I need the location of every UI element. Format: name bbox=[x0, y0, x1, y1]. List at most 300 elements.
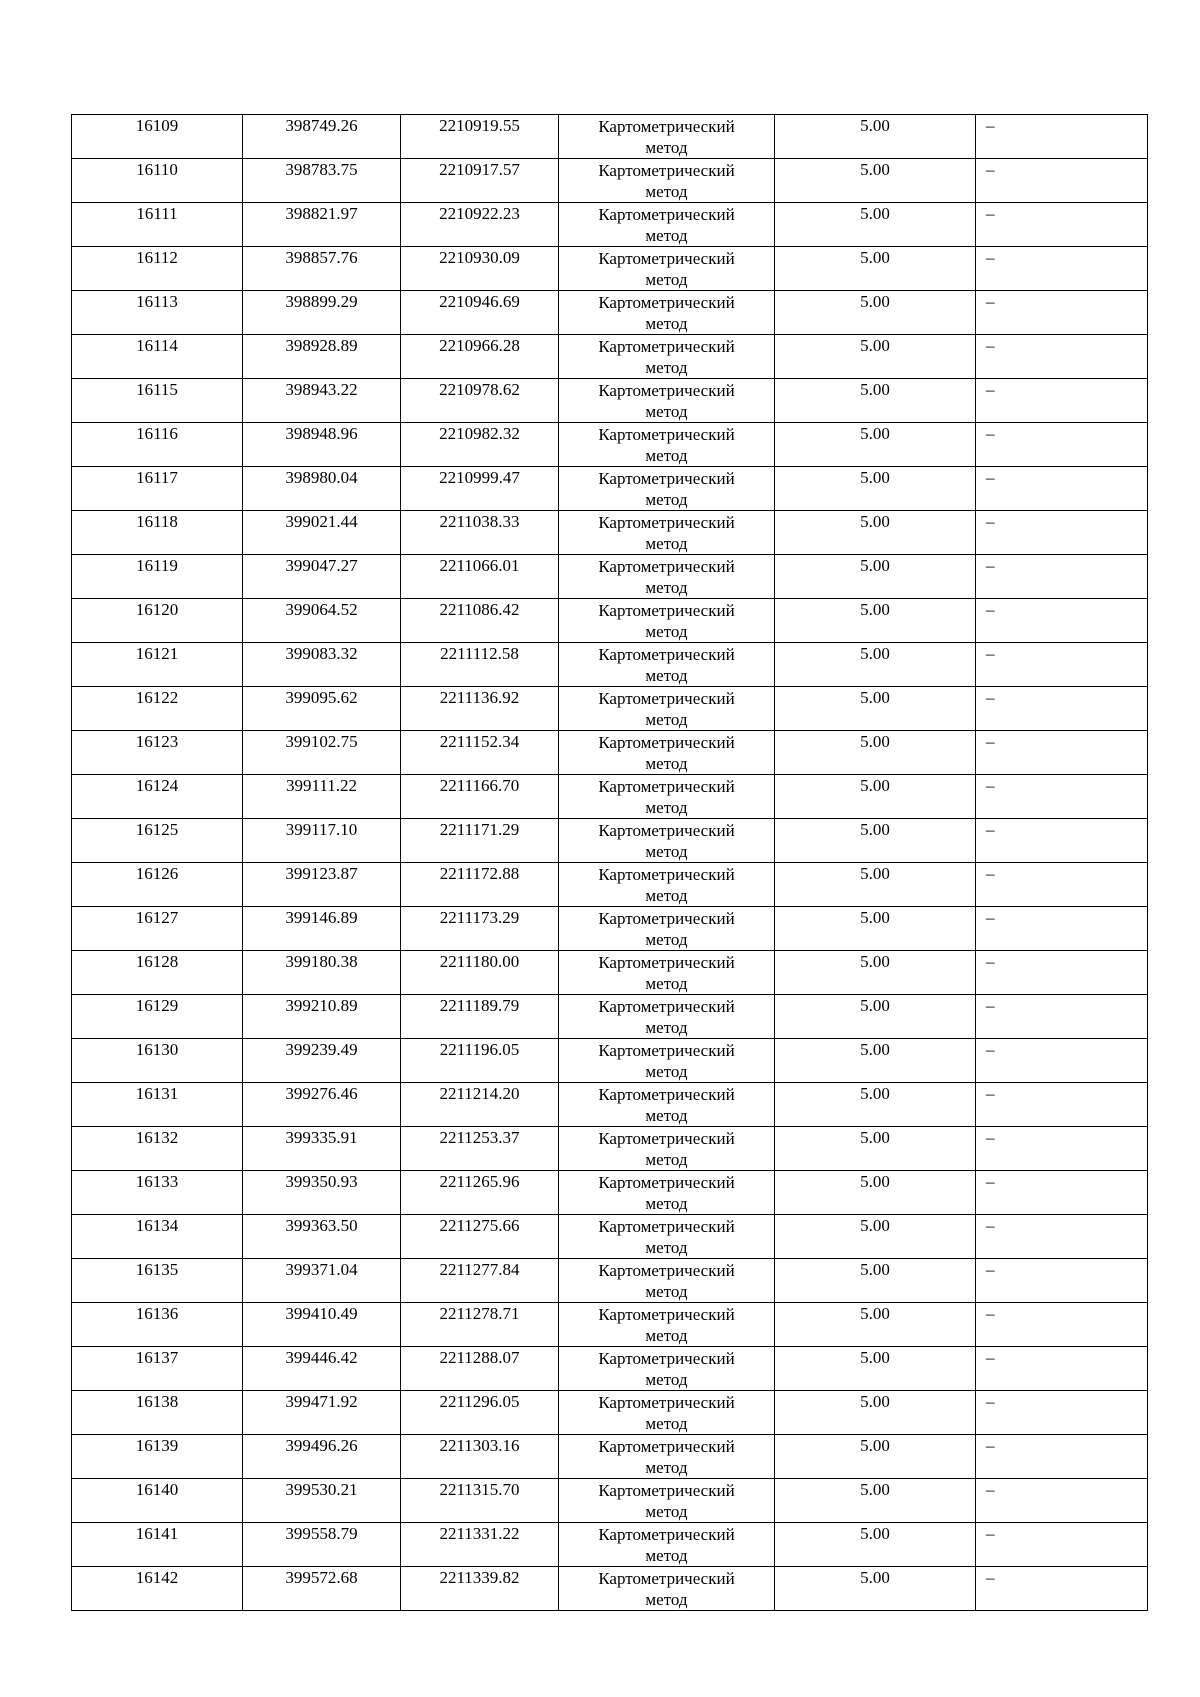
note-cell: – bbox=[976, 423, 1148, 467]
precision-cell: 5.00 bbox=[775, 643, 976, 687]
y-coordinate-cell: 2211303.16 bbox=[401, 1435, 559, 1479]
y-coordinate-cell: 2211339.82 bbox=[401, 1567, 559, 1611]
x-coordinate-cell: 399471.92 bbox=[243, 1391, 401, 1435]
table-row bbox=[72, 379, 1148, 423]
note-cell: – bbox=[976, 1171, 1148, 1215]
x-coordinate-cell: 399095.62 bbox=[243, 687, 401, 731]
y-coordinate-cell: 2211189.79 bbox=[401, 995, 559, 1039]
table-row bbox=[72, 643, 1148, 687]
point-number-cell: 16119 bbox=[72, 555, 243, 599]
method-line-2: метод bbox=[645, 534, 688, 553]
note-cell: – bbox=[976, 1215, 1148, 1259]
note-cell: – bbox=[976, 467, 1148, 511]
y-coordinate-cell: 2211278.71 bbox=[401, 1303, 559, 1347]
note-cell: – bbox=[976, 1523, 1148, 1567]
note-cell: – bbox=[976, 1303, 1148, 1347]
x-coordinate-cell: 399064.52 bbox=[243, 599, 401, 643]
y-coordinate-cell: 2211136.92 bbox=[401, 687, 559, 731]
x-coordinate-cell: 399558.79 bbox=[243, 1523, 401, 1567]
point-number-cell: 16142 bbox=[72, 1567, 243, 1611]
point-number-cell: 16132 bbox=[72, 1127, 243, 1171]
table-row bbox=[72, 159, 1148, 203]
method-line-2: метод bbox=[645, 754, 688, 773]
method-cell bbox=[559, 1479, 775, 1523]
note-cell: – bbox=[976, 247, 1148, 291]
precision-cell: 5.00 bbox=[775, 775, 976, 819]
note-cell: – bbox=[976, 511, 1148, 555]
x-coordinate-cell: 399335.91 bbox=[243, 1127, 401, 1171]
method-line-1: Картометрический bbox=[598, 997, 735, 1016]
method-cell bbox=[559, 1435, 775, 1479]
y-coordinate-cell: 2211086.42 bbox=[401, 599, 559, 643]
table-row bbox=[72, 731, 1148, 775]
method-line-1: Картометрический bbox=[598, 1085, 735, 1104]
x-coordinate-cell: 398783.75 bbox=[243, 159, 401, 203]
y-coordinate-cell: 2211166.70 bbox=[401, 775, 559, 819]
point-number-cell: 16133 bbox=[72, 1171, 243, 1215]
y-coordinate-cell: 2210930.09 bbox=[401, 247, 559, 291]
note-cell: – bbox=[976, 687, 1148, 731]
precision-cell: 5.00 bbox=[775, 1215, 976, 1259]
y-coordinate-cell: 2210946.69 bbox=[401, 291, 559, 335]
precision-cell: 5.00 bbox=[775, 1567, 976, 1611]
method-line-2: метод bbox=[645, 1238, 688, 1257]
note-cell: – bbox=[976, 819, 1148, 863]
method-line-1: Картометрический bbox=[598, 1305, 735, 1324]
x-coordinate-cell: 399363.50 bbox=[243, 1215, 401, 1259]
method-cell bbox=[559, 643, 775, 687]
note-cell: – bbox=[976, 951, 1148, 995]
point-number-cell: 16111 bbox=[72, 203, 243, 247]
x-coordinate-cell: 399276.46 bbox=[243, 1083, 401, 1127]
method-line-1: Картометрический bbox=[598, 1173, 735, 1192]
method-line-1: Картометрический bbox=[598, 601, 735, 620]
table-row bbox=[72, 1523, 1148, 1567]
method-line-2: метод bbox=[645, 1326, 688, 1345]
note-cell: – bbox=[976, 995, 1148, 1039]
point-number-cell: 16130 bbox=[72, 1039, 243, 1083]
method-cell bbox=[559, 555, 775, 599]
method-cell bbox=[559, 203, 775, 247]
table-row bbox=[72, 555, 1148, 599]
note-cell: – bbox=[976, 1083, 1148, 1127]
precision-cell: 5.00 bbox=[775, 115, 976, 159]
method-line-2: метод bbox=[645, 1546, 688, 1565]
y-coordinate-cell: 2210978.62 bbox=[401, 379, 559, 423]
point-number-cell: 16113 bbox=[72, 291, 243, 335]
x-coordinate-cell: 398821.97 bbox=[243, 203, 401, 247]
note-cell: – bbox=[976, 1259, 1148, 1303]
method-line-1: Картометрический bbox=[598, 1569, 735, 1588]
x-coordinate-cell: 399117.10 bbox=[243, 819, 401, 863]
table-row bbox=[72, 1215, 1148, 1259]
table-row bbox=[72, 247, 1148, 291]
y-coordinate-cell: 2211214.20 bbox=[401, 1083, 559, 1127]
method-line-2: метод bbox=[645, 1458, 688, 1477]
method-line-2: метод bbox=[645, 666, 688, 685]
precision-cell: 5.00 bbox=[775, 1083, 976, 1127]
precision-cell: 5.00 bbox=[775, 1347, 976, 1391]
y-coordinate-cell: 2211112.58 bbox=[401, 643, 559, 687]
x-coordinate-cell: 398899.29 bbox=[243, 291, 401, 335]
point-number-cell: 16112 bbox=[72, 247, 243, 291]
y-coordinate-cell: 2210999.47 bbox=[401, 467, 559, 511]
note-cell: – bbox=[976, 159, 1148, 203]
table-row bbox=[72, 1259, 1148, 1303]
note-cell: – bbox=[976, 115, 1148, 159]
method-line-2: метод bbox=[645, 270, 688, 289]
point-number-cell: 16126 bbox=[72, 863, 243, 907]
y-coordinate-cell: 2211296.05 bbox=[401, 1391, 559, 1435]
method-line-1: Картометрический bbox=[598, 161, 735, 180]
precision-cell: 5.00 bbox=[775, 599, 976, 643]
precision-cell: 5.00 bbox=[775, 423, 976, 467]
x-coordinate-cell: 398943.22 bbox=[243, 379, 401, 423]
table-row bbox=[72, 511, 1148, 555]
table-row bbox=[72, 1435, 1148, 1479]
method-cell bbox=[559, 467, 775, 511]
table-row bbox=[72, 687, 1148, 731]
table-row bbox=[72, 1303, 1148, 1347]
y-coordinate-cell: 2211265.96 bbox=[401, 1171, 559, 1215]
y-coordinate-cell: 2210922.23 bbox=[401, 203, 559, 247]
x-coordinate-cell: 399146.89 bbox=[243, 907, 401, 951]
method-line-2: метод bbox=[645, 226, 688, 245]
method-cell bbox=[559, 1303, 775, 1347]
table-row bbox=[72, 1127, 1148, 1171]
method-line-1: Картометрический bbox=[598, 381, 735, 400]
method-cell bbox=[559, 511, 775, 555]
table-row bbox=[72, 1083, 1148, 1127]
note-cell: – bbox=[976, 1127, 1148, 1171]
y-coordinate-cell: 2211173.29 bbox=[401, 907, 559, 951]
method-line-2: метод bbox=[645, 1150, 688, 1169]
note-cell: – bbox=[976, 775, 1148, 819]
precision-cell: 5.00 bbox=[775, 951, 976, 995]
precision-cell: 5.00 bbox=[775, 247, 976, 291]
method-cell bbox=[559, 995, 775, 1039]
x-coordinate-cell: 399446.42 bbox=[243, 1347, 401, 1391]
point-number-cell: 16131 bbox=[72, 1083, 243, 1127]
point-number-cell: 16122 bbox=[72, 687, 243, 731]
precision-cell: 5.00 bbox=[775, 1435, 976, 1479]
precision-cell: 5.00 bbox=[775, 1479, 976, 1523]
note-cell: – bbox=[976, 1435, 1148, 1479]
point-number-cell: 16128 bbox=[72, 951, 243, 995]
note-cell: – bbox=[976, 643, 1148, 687]
point-number-cell: 16140 bbox=[72, 1479, 243, 1523]
method-line-2: метод bbox=[645, 1062, 688, 1081]
table-row bbox=[72, 467, 1148, 511]
precision-cell: 5.00 bbox=[775, 1391, 976, 1435]
point-number-cell: 16117 bbox=[72, 467, 243, 511]
y-coordinate-cell: 2211066.01 bbox=[401, 555, 559, 599]
method-cell bbox=[559, 863, 775, 907]
note-cell: – bbox=[976, 203, 1148, 247]
method-line-2: метод bbox=[645, 402, 688, 421]
method-line-2: метод bbox=[645, 490, 688, 509]
precision-cell: 5.00 bbox=[775, 995, 976, 1039]
method-cell bbox=[559, 1523, 775, 1567]
method-line-2: метод bbox=[645, 1370, 688, 1389]
note-cell: – bbox=[976, 335, 1148, 379]
point-number-cell: 16114 bbox=[72, 335, 243, 379]
method-line-2: метод bbox=[645, 710, 688, 729]
method-line-1: Картометрический bbox=[598, 1217, 735, 1236]
method-cell bbox=[559, 1215, 775, 1259]
precision-cell: 5.00 bbox=[775, 907, 976, 951]
method-cell bbox=[559, 951, 775, 995]
table-row bbox=[72, 1039, 1148, 1083]
method-line-1: Картометрический bbox=[598, 645, 735, 664]
method-cell bbox=[559, 247, 775, 291]
method-line-1: Картометрический bbox=[598, 1393, 735, 1412]
method-cell bbox=[559, 1171, 775, 1215]
method-line-2: метод bbox=[645, 1106, 688, 1125]
note-cell: – bbox=[976, 1567, 1148, 1611]
method-line-1: Картометрический bbox=[598, 557, 735, 576]
note-cell: – bbox=[976, 1479, 1148, 1523]
method-line-2: метод bbox=[645, 182, 688, 201]
point-number-cell: 16141 bbox=[72, 1523, 243, 1567]
method-cell bbox=[559, 1259, 775, 1303]
method-line-1: Картометрический bbox=[598, 1041, 735, 1060]
note-cell: – bbox=[976, 731, 1148, 775]
x-coordinate-cell: 398749.26 bbox=[243, 115, 401, 159]
method-line-1: Картометрический bbox=[598, 337, 735, 356]
point-number-cell: 16127 bbox=[72, 907, 243, 951]
method-line-2: метод bbox=[645, 622, 688, 641]
method-line-1: Картометрический bbox=[598, 469, 735, 488]
method-line-1: Картометрический bbox=[598, 821, 735, 840]
table-row bbox=[72, 1347, 1148, 1391]
note-cell: – bbox=[976, 379, 1148, 423]
y-coordinate-cell: 2211277.84 bbox=[401, 1259, 559, 1303]
precision-cell: 5.00 bbox=[775, 555, 976, 599]
precision-cell: 5.00 bbox=[775, 731, 976, 775]
x-coordinate-cell: 398857.76 bbox=[243, 247, 401, 291]
point-number-cell: 16110 bbox=[72, 159, 243, 203]
x-coordinate-cell: 399496.26 bbox=[243, 1435, 401, 1479]
x-coordinate-cell: 399572.68 bbox=[243, 1567, 401, 1611]
method-cell bbox=[559, 1083, 775, 1127]
method-line-2: метод bbox=[645, 1590, 688, 1609]
x-coordinate-cell: 399047.27 bbox=[243, 555, 401, 599]
method-line-1: Картометрический bbox=[598, 1261, 735, 1280]
method-line-2: метод bbox=[645, 314, 688, 333]
x-coordinate-cell: 399123.87 bbox=[243, 863, 401, 907]
x-coordinate-cell: 399530.21 bbox=[243, 1479, 401, 1523]
table-row bbox=[72, 115, 1148, 159]
precision-cell: 5.00 bbox=[775, 1127, 976, 1171]
y-coordinate-cell: 2210966.28 bbox=[401, 335, 559, 379]
method-cell bbox=[559, 115, 775, 159]
method-line-1: Картометрический bbox=[598, 117, 735, 136]
y-coordinate-cell: 2211275.66 bbox=[401, 1215, 559, 1259]
note-cell: – bbox=[976, 907, 1148, 951]
method-cell bbox=[559, 291, 775, 335]
table-body bbox=[72, 115, 1148, 1611]
x-coordinate-cell: 399102.75 bbox=[243, 731, 401, 775]
method-line-2: метод bbox=[645, 1018, 688, 1037]
precision-cell: 5.00 bbox=[775, 159, 976, 203]
method-cell bbox=[559, 1127, 775, 1171]
method-cell bbox=[559, 599, 775, 643]
method-line-1: Картометрический bbox=[598, 293, 735, 312]
method-line-2: метод bbox=[645, 1502, 688, 1521]
point-number-cell: 16124 bbox=[72, 775, 243, 819]
table-row bbox=[72, 1567, 1148, 1611]
precision-cell: 5.00 bbox=[775, 1259, 976, 1303]
method-line-1: Картометрический bbox=[598, 205, 735, 224]
method-line-2: метод bbox=[645, 974, 688, 993]
x-coordinate-cell: 398980.04 bbox=[243, 467, 401, 511]
precision-cell: 5.00 bbox=[775, 687, 976, 731]
y-coordinate-cell: 2210919.55 bbox=[401, 115, 559, 159]
method-cell bbox=[559, 423, 775, 467]
table-row bbox=[72, 863, 1148, 907]
method-cell bbox=[559, 335, 775, 379]
method-line-1: Картометрический bbox=[598, 249, 735, 268]
x-coordinate-cell: 399083.32 bbox=[243, 643, 401, 687]
x-coordinate-cell: 399410.49 bbox=[243, 1303, 401, 1347]
table-row bbox=[72, 819, 1148, 863]
x-coordinate-cell: 398948.96 bbox=[243, 423, 401, 467]
precision-cell: 5.00 bbox=[775, 1171, 976, 1215]
note-cell: – bbox=[976, 1391, 1148, 1435]
method-line-2: метод bbox=[645, 842, 688, 861]
method-line-1: Картометрический bbox=[598, 1129, 735, 1148]
x-coordinate-cell: 399350.93 bbox=[243, 1171, 401, 1215]
y-coordinate-cell: 2211253.37 bbox=[401, 1127, 559, 1171]
x-coordinate-cell: 399239.49 bbox=[243, 1039, 401, 1083]
precision-cell: 5.00 bbox=[775, 511, 976, 555]
method-line-1: Картометрический bbox=[598, 865, 735, 884]
table-row bbox=[72, 951, 1148, 995]
precision-cell: 5.00 bbox=[775, 1303, 976, 1347]
y-coordinate-cell: 2211171.29 bbox=[401, 819, 559, 863]
method-cell bbox=[559, 379, 775, 423]
method-cell bbox=[559, 731, 775, 775]
table-row bbox=[72, 1171, 1148, 1215]
y-coordinate-cell: 2211172.88 bbox=[401, 863, 559, 907]
point-number-cell: 16120 bbox=[72, 599, 243, 643]
table-row bbox=[72, 907, 1148, 951]
precision-cell: 5.00 bbox=[775, 819, 976, 863]
method-cell bbox=[559, 775, 775, 819]
method-cell bbox=[559, 1391, 775, 1435]
method-line-1: Картометрический bbox=[598, 1525, 735, 1544]
y-coordinate-cell: 2211288.07 bbox=[401, 1347, 559, 1391]
note-cell: – bbox=[976, 599, 1148, 643]
method-line-1: Картометрический bbox=[598, 777, 735, 796]
method-line-2: метод bbox=[645, 138, 688, 157]
point-number-cell: 16135 bbox=[72, 1259, 243, 1303]
precision-cell: 5.00 bbox=[775, 863, 976, 907]
method-line-1: Картометрический bbox=[598, 1349, 735, 1368]
table-row bbox=[72, 203, 1148, 247]
method-line-2: метод bbox=[645, 930, 688, 949]
method-line-1: Картометрический bbox=[598, 513, 735, 532]
x-coordinate-cell: 398928.89 bbox=[243, 335, 401, 379]
method-line-2: метод bbox=[645, 1282, 688, 1301]
point-number-cell: 16138 bbox=[72, 1391, 243, 1435]
precision-cell: 5.00 bbox=[775, 1039, 976, 1083]
table-row bbox=[72, 335, 1148, 379]
method-line-1: Картометрический bbox=[598, 425, 735, 444]
table-row bbox=[72, 291, 1148, 335]
point-number-cell: 16115 bbox=[72, 379, 243, 423]
table-row bbox=[72, 995, 1148, 1039]
point-number-cell: 16129 bbox=[72, 995, 243, 1039]
table-row bbox=[72, 775, 1148, 819]
method-cell bbox=[559, 907, 775, 951]
note-cell: – bbox=[976, 1039, 1148, 1083]
method-line-1: Картометрический bbox=[598, 689, 735, 708]
y-coordinate-cell: 2210917.57 bbox=[401, 159, 559, 203]
method-line-2: метод bbox=[645, 1194, 688, 1213]
precision-cell: 5.00 bbox=[775, 203, 976, 247]
note-cell: – bbox=[976, 291, 1148, 335]
x-coordinate-cell: 399210.89 bbox=[243, 995, 401, 1039]
precision-cell: 5.00 bbox=[775, 1523, 976, 1567]
table-row bbox=[72, 1479, 1148, 1523]
y-coordinate-cell: 2211152.34 bbox=[401, 731, 559, 775]
point-number-cell: 16118 bbox=[72, 511, 243, 555]
note-cell: – bbox=[976, 555, 1148, 599]
method-line-2: метод bbox=[645, 446, 688, 465]
y-coordinate-cell: 2211196.05 bbox=[401, 1039, 559, 1083]
method-line-2: метод bbox=[645, 358, 688, 377]
precision-cell: 5.00 bbox=[775, 379, 976, 423]
x-coordinate-cell: 399111.22 bbox=[243, 775, 401, 819]
method-line-1: Картометрический bbox=[598, 733, 735, 752]
method-line-2: метод bbox=[645, 1414, 688, 1433]
y-coordinate-cell: 2211331.22 bbox=[401, 1523, 559, 1567]
method-cell bbox=[559, 1039, 775, 1083]
x-coordinate-cell: 399021.44 bbox=[243, 511, 401, 555]
method-line-1: Картометрический bbox=[598, 1437, 735, 1456]
x-coordinate-cell: 399371.04 bbox=[243, 1259, 401, 1303]
table-row bbox=[72, 423, 1148, 467]
method-line-1: Картометрический bbox=[598, 909, 735, 928]
method-cell bbox=[559, 159, 775, 203]
y-coordinate-cell: 2211315.70 bbox=[401, 1479, 559, 1523]
note-cell: – bbox=[976, 1347, 1148, 1391]
point-number-cell: 16125 bbox=[72, 819, 243, 863]
method-cell bbox=[559, 687, 775, 731]
point-number-cell: 16109 bbox=[72, 115, 243, 159]
table-row bbox=[72, 599, 1148, 643]
point-number-cell: 16136 bbox=[72, 1303, 243, 1347]
coordinates-table bbox=[71, 114, 1148, 1611]
method-cell bbox=[559, 1347, 775, 1391]
note-cell: – bbox=[976, 863, 1148, 907]
method-line-2: метод bbox=[645, 886, 688, 905]
method-line-1: Картометрический bbox=[598, 1481, 735, 1500]
method-line-1: Картометрический bbox=[598, 953, 735, 972]
y-coordinate-cell: 2210982.32 bbox=[401, 423, 559, 467]
table-row bbox=[72, 1391, 1148, 1435]
precision-cell: 5.00 bbox=[775, 335, 976, 379]
method-cell bbox=[559, 1567, 775, 1611]
point-number-cell: 16116 bbox=[72, 423, 243, 467]
y-coordinate-cell: 2211038.33 bbox=[401, 511, 559, 555]
method-line-2: метод bbox=[645, 578, 688, 597]
point-number-cell: 16137 bbox=[72, 1347, 243, 1391]
method-line-2: метод bbox=[645, 798, 688, 817]
precision-cell: 5.00 bbox=[775, 467, 976, 511]
